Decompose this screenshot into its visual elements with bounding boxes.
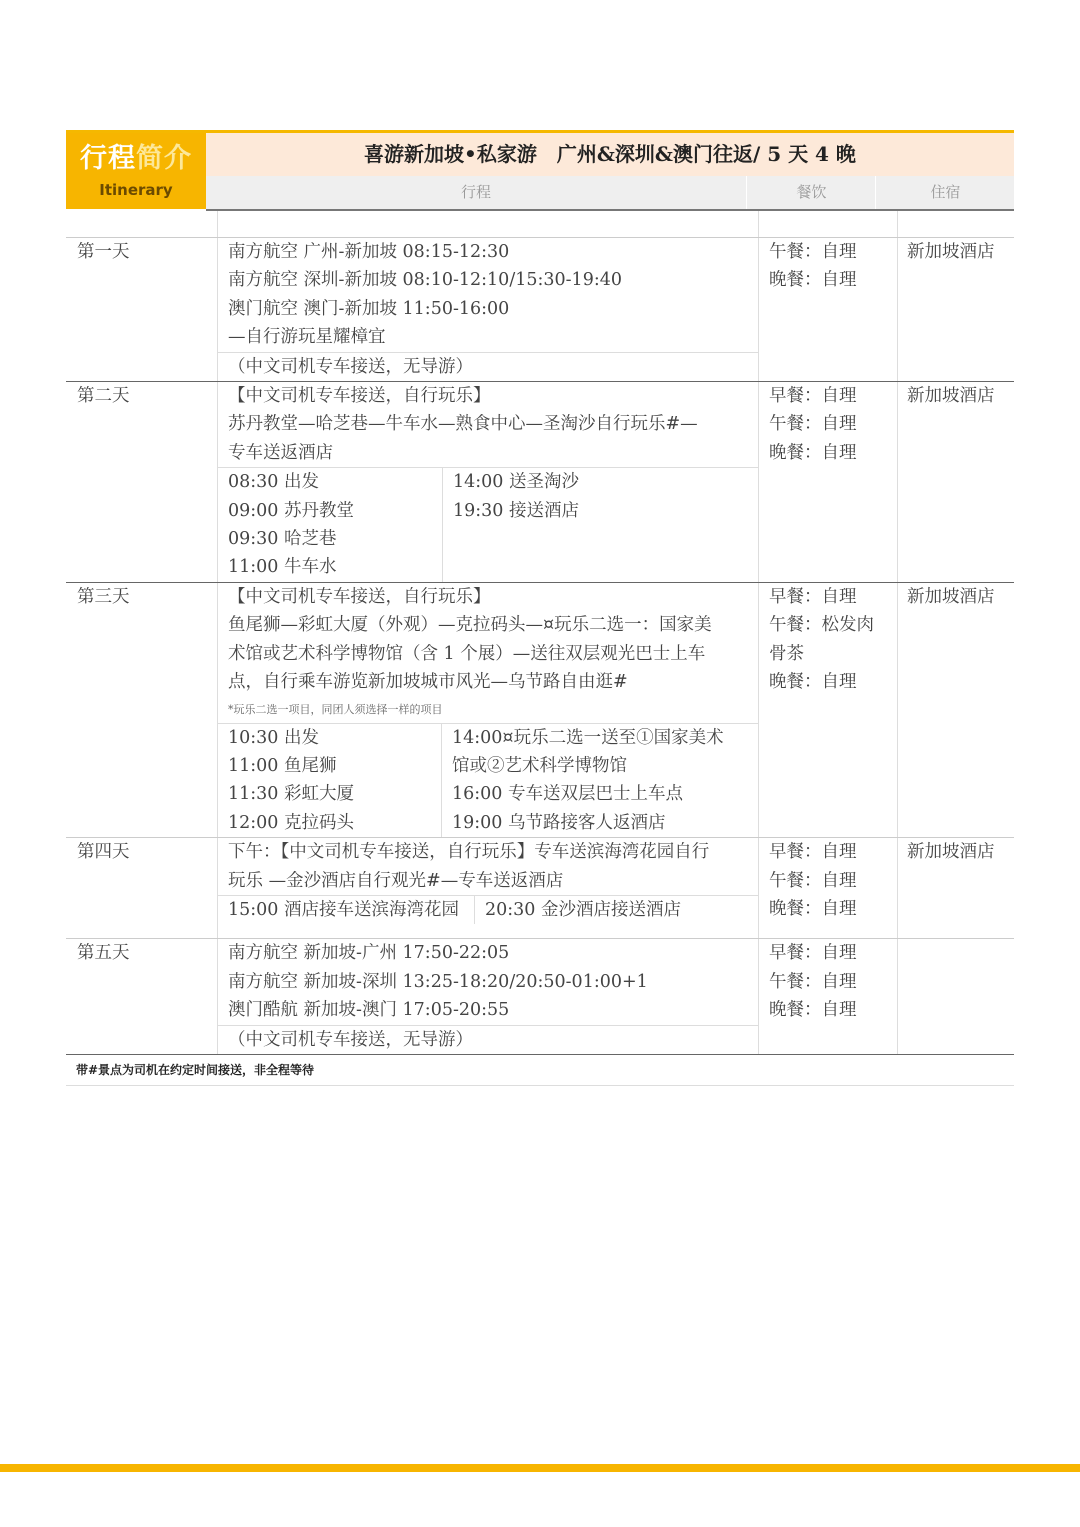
trip-note: （中文司机专车接送，无导游）: [218, 352, 758, 381]
schedule-item: 11:30 彩虹大厦: [228, 784, 354, 805]
schedule-item: 14:00 送圣淘沙: [453, 472, 579, 493]
table-row: [66, 582, 1014, 837]
logo-text-1: 行程: [80, 143, 136, 174]
trip-line: 【中文司机专车接送，自行玩乐】: [228, 386, 491, 407]
day-meals: [759, 238, 898, 382]
day-meals: [759, 582, 898, 837]
trip-line: 下午：【中文司机专车接送，自行玩乐】专车送滨海湾花园自行: [228, 842, 710, 863]
footer-note: 带#景点为司机在约定时间接送，非全程等待: [66, 1054, 1014, 1085]
trip-line: —自行游玩星耀樟宜: [228, 327, 386, 348]
meal-line: 晚餐：自理: [769, 1000, 857, 1021]
trip-line: 澳门航空 澳门-新加坡 11:50-16:00: [228, 298, 510, 319]
trip-line: 玩乐 —金沙酒店自行观光#—专车送返酒店: [228, 870, 564, 891]
schedule-item: 19:00 乌节路接客人返酒店: [452, 812, 666, 833]
trip-line: 鱼尾狮—彩虹大厦（外观）—克拉码头—¤玩乐二选一：国家美: [228, 615, 712, 636]
schedule-item: 09:30 哈芝巷: [228, 529, 337, 550]
bottom-accent-bar: [0, 1464, 1080, 1472]
trip-line: 南方航空 广州-新加坡 08:15-12:30: [228, 242, 510, 262]
meal-line: 晚餐：自理: [769, 672, 857, 693]
column-headers: [206, 176, 1014, 211]
schedule-item: 20:30 金沙酒店接送酒店: [485, 899, 681, 920]
schedule-left: [218, 724, 442, 838]
day-trip: [218, 838, 759, 939]
schedule-item: 09:00 苏丹教堂: [228, 500, 354, 521]
meal-line: 晚餐：自理: [769, 442, 857, 463]
schedule-item: 15:00 酒店接车送滨海湾花园: [228, 899, 459, 920]
schedule-item: 10:30 出发: [228, 727, 319, 748]
logo-text-2: 简介: [136, 143, 192, 174]
schedule-item: 08:30 出发: [228, 472, 319, 493]
schedule-grid: [218, 723, 758, 838]
table-row: [66, 238, 1014, 382]
trip-note: （中文司机专车接送，无导游）: [218, 1025, 758, 1054]
schedule-item: 11:00 鱼尾狮: [228, 755, 337, 776]
trip-line: 点，自行乘车游览新加坡城市风光—乌节路自由逛#: [228, 672, 628, 693]
day-trip: [218, 382, 759, 583]
trip-small-note: *玩乐二选一项目，同团人须选择一样的项目: [228, 702, 443, 716]
meal-line: 早餐：自理: [769, 842, 857, 863]
logo-subtitle: Itinerary: [99, 181, 173, 199]
meal-line: 午餐：自理: [769, 870, 857, 891]
day-trip: [218, 939, 759, 1055]
itinerary-logo: [66, 133, 206, 209]
meal-line: 午餐：自理: [769, 414, 857, 435]
day-stay: 新加坡酒店: [898, 582, 1015, 837]
itinerary-header: [66, 130, 1014, 209]
day-meals: [759, 838, 898, 939]
meal-line: 午餐：松发肉: [769, 615, 874, 636]
table-row: [66, 838, 1014, 939]
schedule-item: 16:00 专车送双层巴士上车点: [452, 784, 683, 805]
meal-line: 早餐：自理: [769, 386, 857, 407]
day-label: 第五天: [66, 939, 218, 1055]
schedule-item: 14:00¤玩乐二选一送至①国家美术: [452, 727, 724, 748]
itinerary-sheet: [66, 130, 1014, 1086]
schedule-right: [443, 468, 579, 582]
meal-line: 晚餐：自理: [769, 898, 857, 919]
schedule-item: 19:30 接送酒店: [453, 500, 579, 521]
day-label: 第二天: [66, 382, 218, 583]
day-label: 第三天: [66, 582, 218, 837]
trip-line: 南方航空 新加坡-广州 17:50-22:05: [228, 943, 510, 964]
table-spacer-row: [66, 209, 1014, 238]
schedule-grid: [218, 895, 758, 924]
meal-line: 午餐：自理: [769, 971, 857, 992]
schedule-right: [475, 896, 681, 924]
day-stay: [898, 939, 1015, 1055]
schedule-item: 馆或②艺术科学博物馆: [452, 755, 627, 776]
meal-line: 骨茶: [769, 643, 804, 664]
itinerary-table: [66, 209, 1014, 1086]
col-header-stay: 住宿: [875, 176, 1015, 209]
day-stay: 新加坡酒店: [898, 382, 1015, 583]
day-label: 第一天: [66, 238, 218, 382]
table-row: [66, 939, 1014, 1055]
day-stay: 新加坡酒店: [898, 838, 1015, 939]
trip-line: 苏丹教堂—哈芝巷—牛车水—熟食中心—圣淘沙自行玩乐#—: [228, 414, 698, 435]
day-meals: [759, 382, 898, 583]
day-stay: 新加坡酒店: [898, 238, 1015, 382]
trip-line: 【中文司机专车接送，自行玩乐】: [228, 586, 491, 607]
footer-row: [66, 1054, 1014, 1085]
day-trip: [218, 238, 759, 382]
trip-line: 术馆或艺术科学博物馆（含 1 个展）—送往双层观光巴士上车: [228, 643, 706, 664]
trip-line: 南方航空 深圳-新加坡 08:10-12:10/15:30-19:40: [228, 270, 622, 291]
meal-line: 早餐：自理: [769, 586, 857, 607]
meal-line: 午餐：自理: [769, 242, 857, 262]
meal-line: 早餐：自理: [769, 943, 857, 964]
meal-line: 晚餐：自理: [769, 270, 857, 291]
schedule-grid: [218, 467, 758, 582]
day-trip: [218, 582, 759, 837]
schedule-left: [218, 896, 475, 924]
day-meals: [759, 939, 898, 1055]
trip-line: 澳门酷航 新加坡-澳门 17:05-20:55: [228, 1000, 510, 1021]
col-header-meal: 餐饮: [746, 176, 876, 209]
schedule-right: [442, 724, 724, 838]
schedule-left: [218, 468, 443, 582]
trip-line: 专车送返酒店: [228, 442, 333, 463]
day-label: 第四天: [66, 838, 218, 939]
table-row: [66, 382, 1014, 583]
trip-title: 喜游新加坡•私家游 广州&深圳&澳门往返/ 5 天 4 晚: [206, 133, 1014, 176]
schedule-item: 12:00 克拉码头: [228, 812, 354, 833]
trip-line: 南方航空 新加坡-深圳 13:25-18:20/20:50-01:00+1: [228, 971, 648, 992]
col-header-trip: 行程: [460, 183, 491, 201]
schedule-item: 11:00 牛车水: [228, 557, 337, 578]
